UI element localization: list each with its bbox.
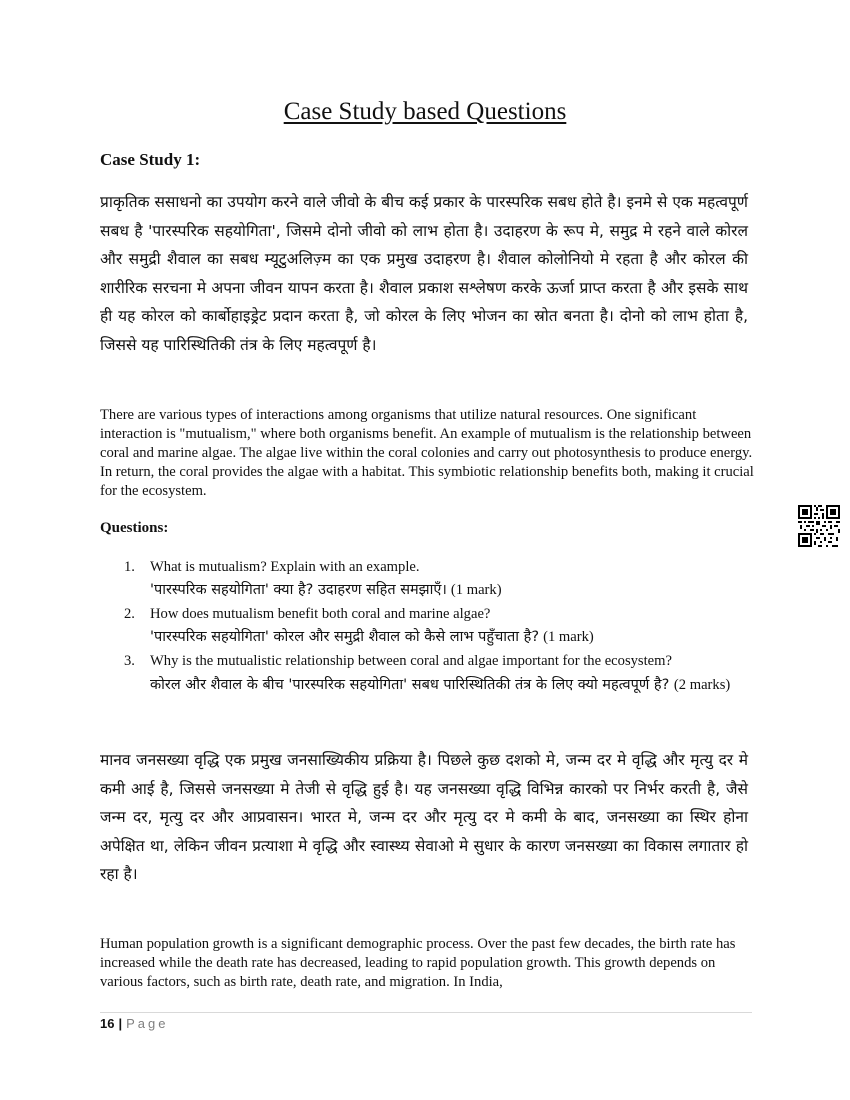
qr-code-icon: [798, 505, 840, 547]
questions-heading: Questions:: [100, 520, 169, 536]
question-marks: (1 mark): [543, 629, 594, 645]
question-hindi: 'पारस्परिक सहयोगिता' कोरल और समुद्री शैवाल को कैसे लाभ पहुँचाता है?: [150, 629, 540, 645]
page-footer: [100, 1012, 752, 1031]
question-number: 3.: [124, 653, 135, 669]
document-title: Case Study based Questions: [283, 98, 567, 125]
case-study-english-paragraph: There are various types of interactions among organisms that utilize natural resources. One significant interaction is "mutualism," where both organisms benefit. An example of mutualism is the relationship between coral and marine algae. The algae live within the coral colonies and carry out photosynthesis to produce energy. In return, the coral provides the algae with a habitat. This symbiotic relationship benefits both, making it crucial for the ecosystem.: [100, 407, 754, 499]
question-number: 1.: [124, 559, 135, 575]
question-item: [100, 558, 760, 603]
question-item: [100, 605, 760, 650]
question-hindi: कोरल और शैवाल के बीच 'पारस्परिक सहयोगिता' सबध पारिस्थितिकी तंत्र के लिए क्यो महत्वपूर्ण है?: [150, 677, 670, 693]
footer-separator: |: [118, 1016, 123, 1031]
question-hindi-line: [150, 624, 760, 650]
page-number: 16: [100, 1016, 115, 1031]
question-list: [100, 558, 760, 701]
question-item: [100, 652, 760, 699]
question-hindi-line: [150, 577, 760, 603]
case-study-heading: Case Study 1:: [100, 150, 201, 169]
question-hindi: 'पारस्परिक सहयोगिता' क्या है? उदाहरण सहित समझाएँ।: [150, 582, 447, 598]
question-hindi-line: [150, 671, 748, 699]
page-label: Page: [126, 1016, 169, 1031]
question-english: Why is the mutualistic relationship between coral and algae important for the ecosystem?: [150, 653, 672, 669]
question-english: How does mutualism benefit both coral and marine algae?: [150, 606, 491, 622]
population-hindi-paragraph: मानव जनसख्या वृद्धि एक प्रमुख जनसाख्यिकीय प्रक्रिया है। पिछले कुछ दशको मे, जन्म दर मे वृद्धि और मृत्यु दर मे कमी आई है, जिससे जनसख्या मे तेजी से वृद्धि हुई है। यह जनसख्या वृद्धि विभिन्न कारको पर निर्भर करती है, जैसे जन्म दर, मृत्यु दर और आप्रवासन। भारत मे, जन्म दर और मृत्यु दर मे कमी के बाद, जनसख्या का स्थिर होना अपेक्षित था, लेकिन जीवन प्रत्याशा मे वृद्धि और स्वास्थ्य सेवाओ मे सुधार के कारण जनसख्या का विकास लगातार हो रहा है।: [100, 751, 748, 883]
question-english: What is mutualism? Explain with an example.: [150, 559, 420, 575]
question-number: 2.: [124, 606, 135, 622]
question-marks: (2 marks): [673, 677, 731, 693]
population-english-paragraph: Human population growth is a significant demographic process. Over the past few decades, the birth rate has increased while the death rate has decreased, leading to rapid population growth. This growth depends on various factors, such as birth rate, death rate, and migration. In India,: [100, 936, 736, 990]
question-marks: (1 mark): [450, 582, 502, 598]
case-study-hindi-paragraph: प्राकृतिक ससाधनो का उपयोग करने वाले जीवो के बीच कई प्रकार के पारस्परिक सबध होते है। इनमे से एक महत्वपूर्ण सबध है 'पारस्परिक सहयोगिता', जिसमे दोनो जीवो को लाभ होता है। उदाहरण के रूप मे, समुद्र मे रहने वाले कोरल और समुद्री शैवाल का सबध म्यूटुअलिज़्म का एक प्रमुख उदाहरण है। शैवाल कोलोनियो मे रहता है और कोरल की शारीरिक सरचना मे अपना जीवन यापन करता है। शैवाल प्रकाश सश्लेषण करके ऊर्जा प्राप्त करता है और इसके साथ ही यह कोरल को कार्बोहाइड्रेट प्रदान करता है, जो कोरल के लिए भोजन का स्रोत बनता है। दोनो को लाभ होता है, जिससे यह पारिस्थितिकी तंत्र के लिए महत्वपूर्ण है।: [100, 193, 748, 354]
